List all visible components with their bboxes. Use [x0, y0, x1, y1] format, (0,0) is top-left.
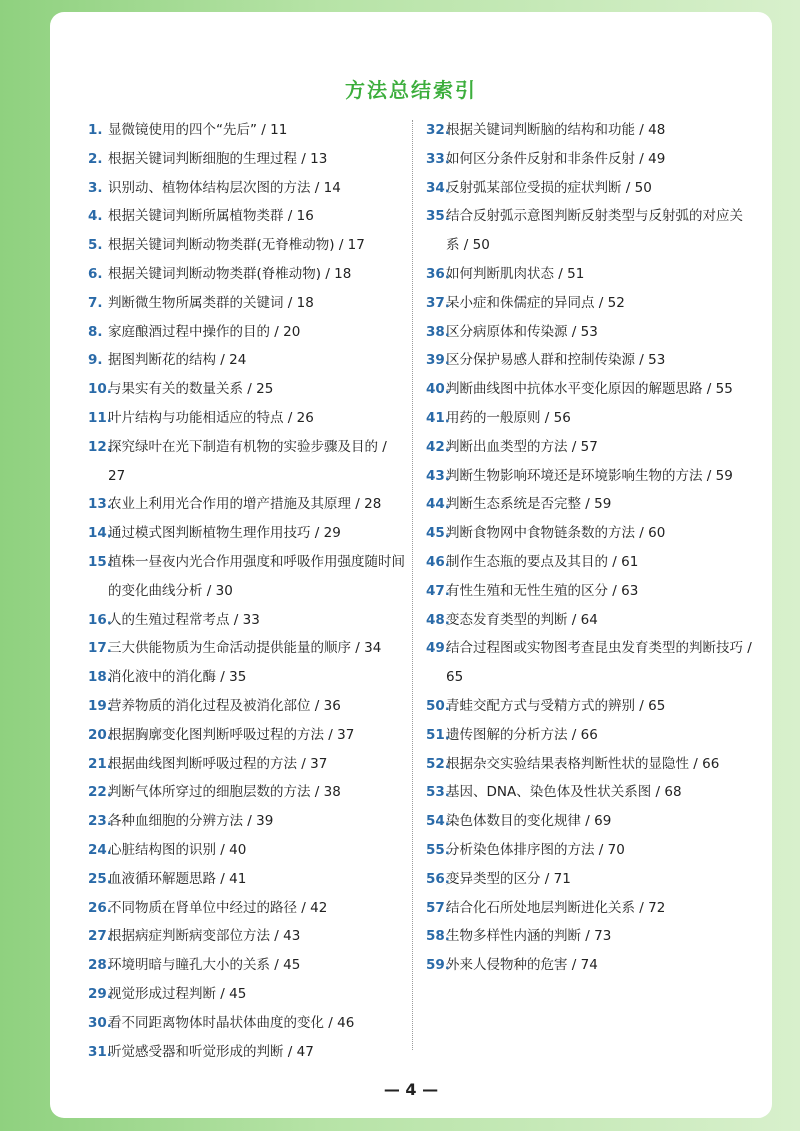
- index-entry-text: 有性生殖和无性生殖的区分 / 63: [446, 582, 639, 599]
- index-entry: [88, 865, 406, 894]
- index-entry-text: 遗传图解的分析方法 / 66: [446, 726, 598, 743]
- index-entry-number: 49.: [426, 640, 450, 657]
- index-entry-number: 34.: [426, 179, 450, 196]
- index-entry: [426, 865, 752, 894]
- index-entry-text: 判断食物网中食物链条数的方法 / 60: [446, 525, 666, 542]
- index-entry-number: 12.: [88, 438, 112, 455]
- index-entry-text: 根据曲线图判断呼吸过程的方法 / 37: [108, 755, 328, 772]
- index-entry-number: 55.: [426, 841, 450, 858]
- index-entry: [88, 231, 406, 260]
- index-entry: [88, 404, 406, 433]
- index-entry-text: 植株一昼夜内光合作用强度和呼吸作用强度随时间的变化曲线分析 / 30: [108, 553, 405, 599]
- index-entry: [88, 433, 406, 491]
- index-entry-text: 营养物质的消化过程及被消化部位 / 36: [108, 697, 341, 714]
- index-entry-number: 28.: [88, 957, 112, 974]
- index-entry: [88, 260, 406, 289]
- index-entry: [88, 1009, 406, 1038]
- index-entry: [88, 375, 406, 404]
- index-entry: [88, 1038, 406, 1067]
- index-entry-text: 通过模式图判断植物生理作用技巧 / 29: [108, 525, 341, 542]
- index-entry-text: 外来人侵物种的危害 / 74: [446, 957, 598, 974]
- index-entry: [88, 174, 406, 203]
- index-entry: [88, 980, 406, 1009]
- index-entry-text: 叶片结构与功能相适应的特点 / 26: [108, 409, 314, 426]
- index-entry-number: 31.: [88, 1043, 112, 1060]
- index-entry-text: 看不同距离物体时晶状体曲度的变化 / 46: [108, 1014, 355, 1031]
- index-entry-text: 判断生态系统是否完整 / 59: [446, 496, 612, 513]
- index-entry-text: 如何判断肌肉状态 / 51: [446, 265, 585, 282]
- index-entry-number: 38.: [426, 323, 450, 340]
- index-entry-number: 29.: [88, 985, 112, 1002]
- index-entry-text: 变态发育类型的判断 / 64: [446, 611, 598, 628]
- index-entry-number: 3.: [88, 179, 103, 196]
- index-entry-number: 58.: [426, 928, 450, 945]
- index-entry-number: 56.: [426, 870, 450, 887]
- index-entry: [426, 807, 752, 836]
- index-entry-text: 不同物质在肾单位中经过的路径 / 42: [108, 899, 328, 916]
- index-entry: [88, 951, 406, 980]
- index-entry-text: 分析染色体排序图的方法 / 70: [446, 841, 625, 858]
- index-entry: [88, 202, 406, 231]
- index-entry-text: 根据关键词判断细胞的生理过程 / 13: [108, 150, 328, 167]
- index-entry-text: 基因、DNA、染色体及性状关系图 / 68: [446, 784, 682, 801]
- index-entry-text: 探究绿叶在光下制造有机物的实验步骤及目的 / 27: [108, 438, 387, 484]
- index-entry: [88, 519, 406, 548]
- index-entry: [88, 346, 406, 375]
- page-number: — 4 —: [383, 1080, 439, 1099]
- index-entry: [426, 750, 752, 779]
- index-entry-number: 45.: [426, 525, 450, 542]
- index-entry-text: 根据关键词判断所属植物类群 / 16: [108, 208, 314, 225]
- index-entry: [426, 202, 752, 260]
- index-entry: [88, 145, 406, 174]
- index-entry: [88, 836, 406, 865]
- index-entry-text: 农业上利用光合作用的增产措施及其原理 / 28: [108, 496, 382, 513]
- index-entry: [426, 490, 752, 519]
- index-entry: [88, 548, 406, 606]
- index-entry-number: 51.: [426, 726, 450, 743]
- index-entry: [426, 462, 752, 491]
- index-entry-text: 变异类型的区分 / 71: [446, 870, 571, 887]
- index-entry-text: 结合反射弧示意图判断反射类型与反射弧的对应关系 / 50: [446, 208, 743, 254]
- index-entry-text: 区分病原体和传染源 / 53: [446, 323, 598, 340]
- index-entry: [426, 519, 752, 548]
- column-divider: [412, 120, 413, 1050]
- index-entry-number: 7.: [88, 294, 103, 311]
- index-entry: [426, 894, 752, 923]
- index-entry-number: 36.: [426, 265, 450, 282]
- index-entry: [426, 289, 752, 318]
- index-entry-text: 听觉感受器和听觉形成的判断 / 47: [108, 1043, 314, 1060]
- index-column-left: [88, 116, 406, 1066]
- index-entry: [88, 922, 406, 951]
- index-entry-number: 57.: [426, 899, 450, 916]
- index-entry-number: 1.: [88, 122, 103, 138]
- index-entry-text: 根据病症判断病变部位方法 / 43: [108, 928, 301, 945]
- index-entry-number: 43.: [426, 467, 450, 484]
- index-entry-number: 13.: [88, 496, 112, 513]
- index-entry-number: 32.: [426, 122, 450, 138]
- index-entry-text: 根据杂交实验结果表格判断性状的显隐性 / 66: [446, 755, 720, 772]
- index-entry-number: 19.: [88, 697, 112, 714]
- index-entry: [88, 318, 406, 347]
- index-entry-text: 青蛙交配方式与受精方式的辨别 / 65: [446, 697, 666, 714]
- index-entry-number: 5.: [88, 237, 103, 254]
- index-entry: [88, 490, 406, 519]
- index-entry-text: 心脏结构图的识别 / 40: [108, 841, 247, 858]
- index-entry: [426, 116, 752, 145]
- index-entry-number: 22.: [88, 784, 112, 801]
- index-entry: [88, 634, 406, 663]
- index-entry: [426, 922, 752, 951]
- index-entry-number: 33.: [426, 150, 450, 167]
- index-entry: [88, 116, 406, 145]
- index-entry-text: 判断曲线图中抗体水平变化原因的解题思路 / 55: [446, 381, 733, 398]
- index-entry-number: 41.: [426, 409, 450, 426]
- index-entry-text: 三大供能物质为生命活动提供能量的顺序 / 34: [108, 640, 382, 657]
- index-entry-text: 用药的一般原则 / 56: [446, 409, 571, 426]
- index-entry-number: 10.: [88, 381, 112, 398]
- index-entry-text: 根据胸廓变化图判断呼吸过程的方法 / 37: [108, 726, 355, 743]
- index-entry-text: 血液循环解题思路 / 41: [108, 870, 247, 887]
- index-entry: [426, 548, 752, 577]
- index-entry: [426, 692, 752, 721]
- index-entry-number: 2.: [88, 150, 103, 167]
- index-entry-text: 结合过程图或实物图考查昆虫发育类型的判断技巧 / 65: [446, 640, 752, 686]
- index-entry-number: 42.: [426, 438, 450, 455]
- index-entry-text: 家庭酿酒过程中操作的目的 / 20: [108, 323, 301, 340]
- index-entry-number: 37.: [426, 294, 450, 311]
- index-entry: [88, 663, 406, 692]
- index-entry-number: 18.: [88, 669, 112, 686]
- index-entry-number: 23.: [88, 813, 112, 830]
- index-entry-number: 20.: [88, 726, 112, 743]
- index-entry: [426, 577, 752, 606]
- index-entry: [88, 289, 406, 318]
- index-entry: [88, 807, 406, 836]
- index-entry-text: 各种血细胞的分辨方法 / 39: [108, 813, 274, 830]
- index-entry-number: 50.: [426, 697, 450, 714]
- index-entry: [88, 778, 406, 807]
- index-column-right: [426, 116, 752, 980]
- index-entry: [426, 951, 752, 980]
- index-page: [50, 12, 772, 1118]
- index-entry: [426, 778, 752, 807]
- index-entry-number: 9.: [88, 352, 103, 369]
- index-entry-number: 48.: [426, 611, 450, 628]
- index-entry-text: 判断出血类型的方法 / 57: [446, 438, 598, 455]
- index-entry: [426, 260, 752, 289]
- index-entry-number: 25.: [88, 870, 112, 887]
- index-entry-text: 消化液中的消化酶 / 35: [108, 669, 247, 686]
- index-entry-number: 11.: [88, 409, 112, 426]
- index-entry-number: 26.: [88, 899, 112, 916]
- index-entry-number: 6.: [88, 265, 103, 282]
- index-title: 方法总结索引: [345, 78, 477, 102]
- index-entry-number: 53.: [426, 784, 450, 801]
- index-entry: [426, 318, 752, 347]
- index-entry-text: 判断微生物所属类群的关键词 / 18: [108, 294, 314, 311]
- index-entry-text: 呆小症和侏儒症的异同点 / 52: [446, 294, 625, 311]
- index-entry: [426, 836, 752, 865]
- index-entry: [426, 174, 752, 203]
- index-entry-number: 40.: [426, 381, 450, 398]
- index-entry-text: 显微镜使用的四个“先后” / 11: [108, 122, 288, 138]
- index-entry-number: 4.: [88, 208, 103, 225]
- index-entry-number: 47.: [426, 582, 450, 599]
- index-entry-text: 与果实有关的数量关系 / 25: [108, 381, 274, 398]
- index-entry: [426, 145, 752, 174]
- index-entry-text: 根据关键词判断动物类群(脊椎动物) / 18: [108, 265, 352, 282]
- index-entry: [426, 375, 752, 404]
- index-entry: [88, 606, 406, 635]
- index-entry-number: 35.: [426, 208, 450, 225]
- index-entry-number: 14.: [88, 525, 112, 542]
- index-entry-text: 根据关键词判断动物类群(无脊椎动物) / 17: [108, 237, 365, 254]
- index-entry-number: 59.: [426, 957, 450, 974]
- index-entry-text: 环境明暗与瞳孔大小的关系 / 45: [108, 957, 301, 974]
- index-entry-text: 反射弧某部位受损的症状判断 / 50: [446, 179, 652, 196]
- index-entry-text: 根据关键词判断脑的结构和功能 / 48: [446, 122, 666, 138]
- index-entry: [88, 894, 406, 923]
- index-entry-number: 44.: [426, 496, 450, 513]
- index-entry-number: 24.: [88, 841, 112, 858]
- index-entry-text: 据图判断花的结构 / 24: [108, 352, 247, 369]
- index-entry-number: 27.: [88, 928, 112, 945]
- index-entry-number: 30.: [88, 1014, 112, 1031]
- index-entry: [426, 606, 752, 635]
- index-entry-number: 8.: [88, 323, 103, 340]
- index-entry-number: 39.: [426, 352, 450, 369]
- index-entry: [426, 433, 752, 462]
- index-entry-text: 判断生物影响环境还是环境影响生物的方法 / 59: [446, 467, 733, 484]
- index-entry-number: 16.: [88, 611, 112, 628]
- index-entry-text: 区分保护易感人群和控制传染源 / 53: [446, 352, 666, 369]
- index-entry-text: 判断气体所穿过的细胞层数的方法 / 38: [108, 784, 341, 801]
- index-entry: [88, 750, 406, 779]
- index-entry-text: 结合化石所处地层判断进化关系 / 72: [446, 899, 666, 916]
- index-entry-text: 制作生态瓶的要点及其目的 / 61: [446, 553, 639, 570]
- page-number-value: 4: [405, 1080, 417, 1099]
- index-entry-text: 如何区分条件反射和非条件反射 / 49: [446, 150, 666, 167]
- index-entry: [426, 404, 752, 433]
- index-entry-text: 视觉形成过程判断 / 45: [108, 985, 247, 1002]
- index-entry-text: 识别动、植物体结构层次图的方法 / 14: [108, 179, 341, 196]
- index-entry-text: 染色体数目的变化规律 / 69: [446, 813, 612, 830]
- index-entry: [426, 721, 752, 750]
- index-entry-text: 生物多样性内涵的判断 / 73: [446, 928, 612, 945]
- index-entry-number: 46.: [426, 553, 450, 570]
- index-entry-number: 52.: [426, 755, 450, 772]
- index-entry-number: 21.: [88, 755, 112, 772]
- index-entry-number: 17.: [88, 640, 112, 657]
- index-entry-text: 人的生殖过程常考点 / 33: [108, 611, 260, 628]
- index-entry-number: 54.: [426, 813, 450, 830]
- index-entry: [426, 634, 752, 692]
- index-entry: [88, 721, 406, 750]
- index-entry-number: 15.: [88, 553, 112, 570]
- index-entry: [88, 692, 406, 721]
- index-entry: [426, 346, 752, 375]
